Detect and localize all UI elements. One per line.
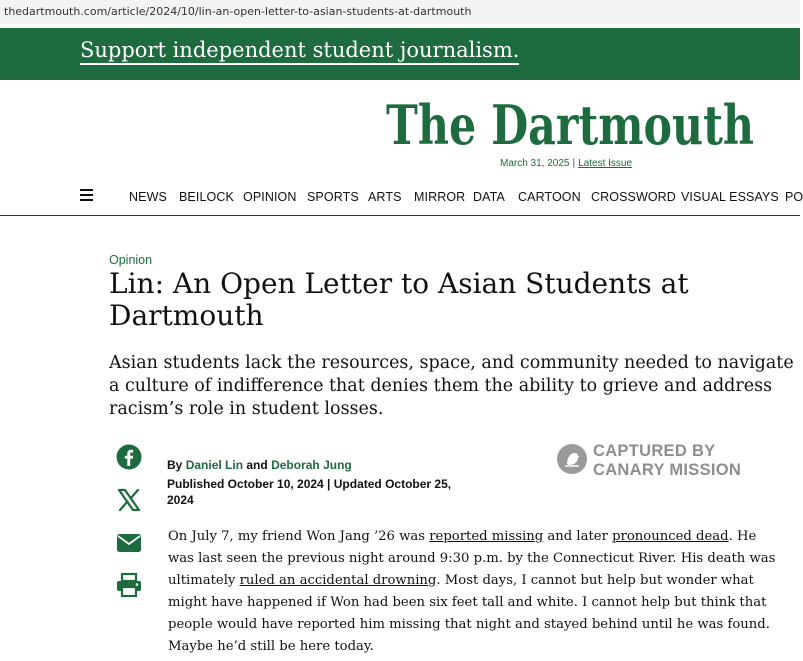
article-subtitle: Asian students lack the resources, space, and community needed to navigate a culture of indifference that denies them the ability to grieve and address racism’s role in student losses. [109,353,794,419]
masthead-date: March 31, 2025 [500,158,570,169]
link-reported-missing[interactable]: reported missing [429,529,544,544]
hamburger-menu-icon[interactable] [80,189,93,202]
body-text-2: and later [547,529,608,544]
browser-url-bar[interactable]: thedartmouth.com/article/2024/10/lin-an-open-letter-to-asian-students-at-dartmouth [0,0,800,24]
nav-mirror[interactable]: MIRROR [414,190,466,204]
nav-data[interactable]: DATA [473,190,505,204]
nav-beilock[interactable]: BEILOCK [179,190,234,204]
masthead-date-line [500,158,632,169]
body-text-3: . He was last seen the previous night around 9:30 p.m. by the Connecticut River. His death was ultimately [168,529,776,588]
author-link-deborah-jung[interactable]: Deborah Jung [271,458,352,472]
logo-text: The Dartmouth [386,93,754,157]
nav-cartoon[interactable]: CARTOON [518,190,581,204]
nav-po-truncated[interactable]: PO [785,190,803,204]
body-text-4: . Most days, I cannot but help but wonder what might have happened if Won had been six feet tall and white. I cannot help but think that people would have reported him missing that night and stayed behind until he was found. Maybe he’d still be here today. [168,573,770,654]
email-icon[interactable] [116,530,142,556]
published-date: Published October 10, 2024 | Updated October 25, 2024 [167,477,452,507]
print-icon[interactable] [116,572,142,598]
article-body-paragraph [168,526,778,658]
nav-news[interactable]: NEWS [129,190,167,204]
nav-arts[interactable]: ARTS [368,190,402,204]
x-icon[interactable] [116,487,142,513]
article-section-label[interactable]: Opinion [109,253,153,267]
link-pronounced-dead[interactable]: pronounced dead [612,529,729,544]
main-nav [0,180,803,216]
watermark-line-2: CANARY MISSION [593,461,742,479]
nav-crossword[interactable]: CROSSWORD [591,190,676,204]
nav-opinion[interactable]: OPINION [243,190,297,204]
article-title: Lin: An Open Letter to Asian Students at Dartmouth [109,267,689,332]
link-ruled-accidental-drowning[interactable]: ruled an accidental drowning [239,573,437,588]
the-dartmouth-logo[interactable] [384,90,756,156]
body-text-1: On July 7, my friend Won Jang ’26 was [168,529,426,544]
support-link[interactable]: Support independent student journalism. [80,38,519,65]
support-banner [0,28,800,80]
author-link-daniel-lin[interactable]: Daniel Lin [185,458,244,472]
nav-sports[interactable]: SPORTS [307,190,359,204]
facebook-icon[interactable] [116,444,142,470]
watermark-line-1: CAPTURED BY [593,442,716,460]
byline-and: and [246,458,268,472]
article-byline [167,458,352,472]
nav-visual-essays[interactable]: VISUAL ESSAYS [681,190,779,204]
byline-prefix: By [167,458,183,472]
canary-mission-watermark [557,442,757,482]
canary-bird-icon [557,444,587,474]
latest-issue-link[interactable]: Latest Issue [578,158,633,169]
date-separator: | [572,158,576,169]
